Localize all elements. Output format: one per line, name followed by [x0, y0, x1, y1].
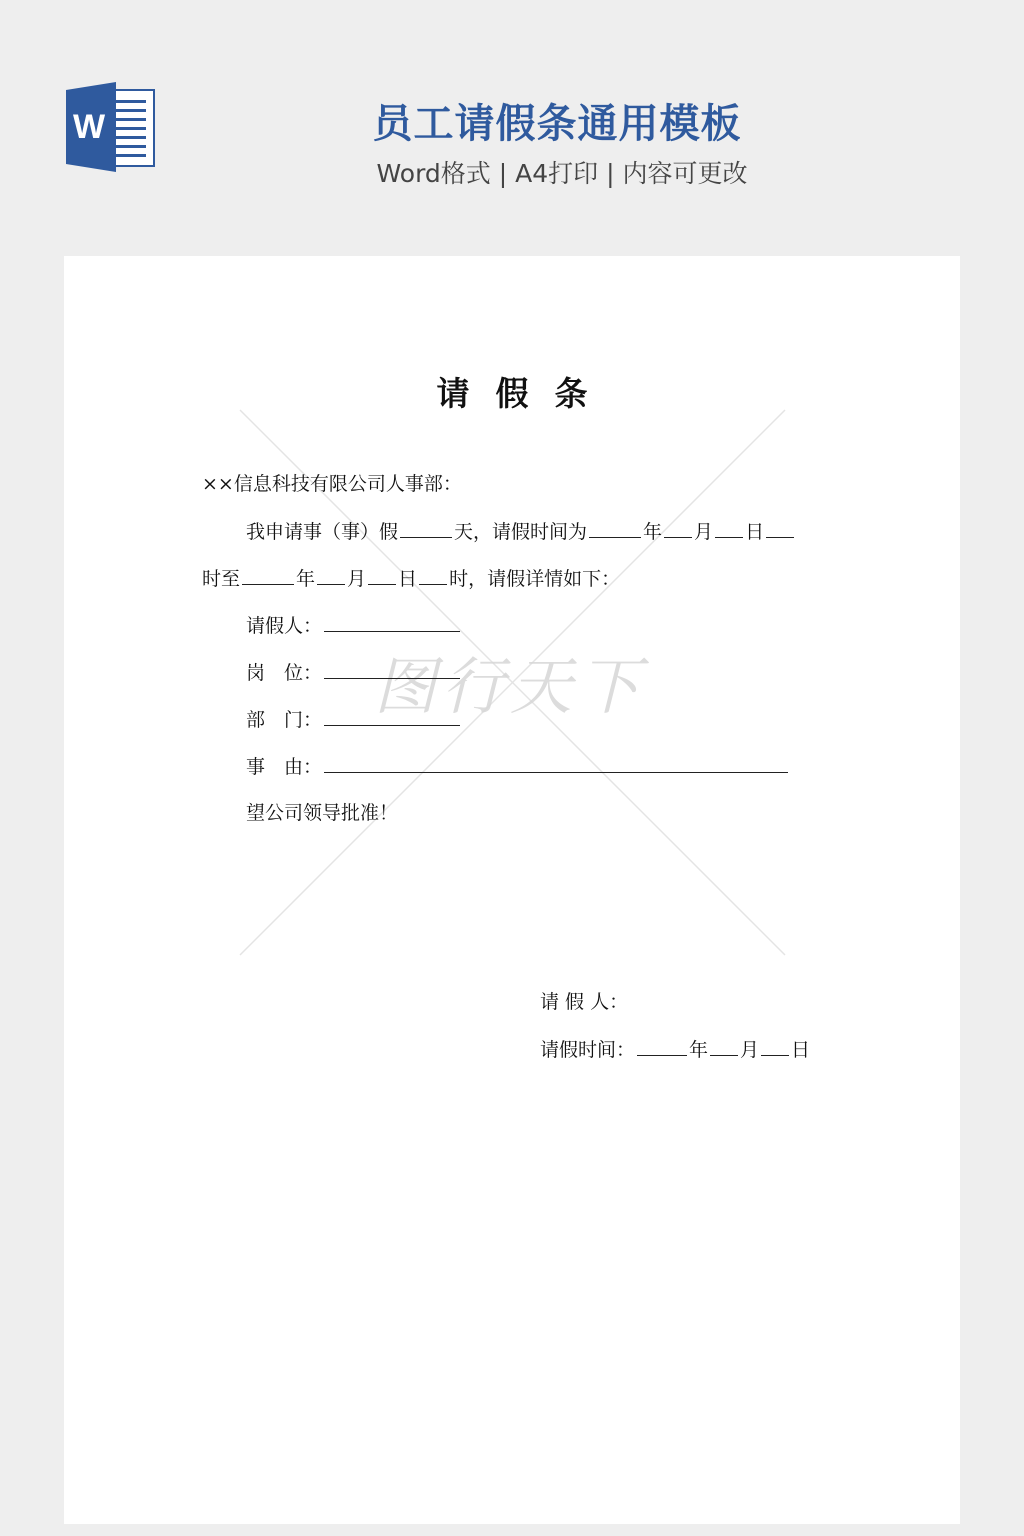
field-label: 部 门：: [246, 709, 323, 731]
end-day-blank[interactable]: [368, 566, 396, 585]
start-year-blank[interactable]: [589, 519, 641, 538]
field-applicant: [246, 613, 462, 638]
month-label: 月: [347, 568, 367, 590]
department-blank[interactable]: [324, 707, 460, 726]
request-line-2: [202, 566, 620, 591]
word-icon-letter: W: [72, 108, 106, 146]
field-label: 事 由：: [246, 756, 323, 778]
request-text: 天，请假时间为: [454, 521, 588, 543]
request-text: 时，请假详情如下：: [449, 568, 621, 590]
day-label: 日: [745, 521, 765, 543]
addressee: ××信息科技有限公司人事部：: [202, 473, 462, 495]
field-label: 岗 位：: [246, 662, 323, 684]
day-label: 日: [791, 1039, 811, 1061]
document-page: [64, 256, 960, 1524]
document-title: 请假条: [436, 374, 614, 413]
sign-month-blank[interactable]: [710, 1037, 738, 1056]
year-label: 年: [643, 521, 663, 543]
request-text: 我申请事（事）假: [246, 521, 399, 543]
sign-year-blank[interactable]: [637, 1037, 687, 1056]
days-blank[interactable]: [400, 519, 452, 538]
year-label: 年: [689, 1039, 709, 1061]
month-label: 月: [694, 521, 714, 543]
field-department: [246, 707, 462, 732]
request-text: 时至: [202, 568, 241, 590]
signature-applicant: 请 假 人：: [540, 991, 629, 1013]
position-blank[interactable]: [324, 660, 460, 679]
signature-date: [540, 1037, 810, 1062]
end-month-blank[interactable]: [317, 566, 345, 585]
reason-blank[interactable]: [324, 754, 788, 773]
start-hour-blank[interactable]: [766, 519, 794, 538]
year-label: 年: [296, 568, 316, 590]
start-month-blank[interactable]: [664, 519, 692, 538]
month-label: 月: [740, 1039, 760, 1061]
request-line-1: [246, 519, 796, 544]
applicant-blank[interactable]: [324, 613, 460, 632]
field-label: 请假人：: [246, 615, 323, 637]
field-reason: [246, 754, 790, 779]
sign-day-blank[interactable]: [761, 1037, 789, 1056]
start-day-blank[interactable]: [715, 519, 743, 538]
end-year-blank[interactable]: [242, 566, 294, 585]
page-title: 员工请假条通用模板: [372, 101, 742, 147]
field-position: [246, 660, 462, 685]
watermark-text: 图行天下: [373, 650, 647, 723]
day-label: 日: [398, 568, 418, 590]
closing-line: 望公司领导批准！: [246, 802, 399, 824]
end-hour-blank[interactable]: [419, 566, 447, 585]
date-label: 请假时间：: [540, 1039, 636, 1061]
page-subtitle: Word格式 | A4打印 | 内容可更改: [376, 159, 748, 188]
